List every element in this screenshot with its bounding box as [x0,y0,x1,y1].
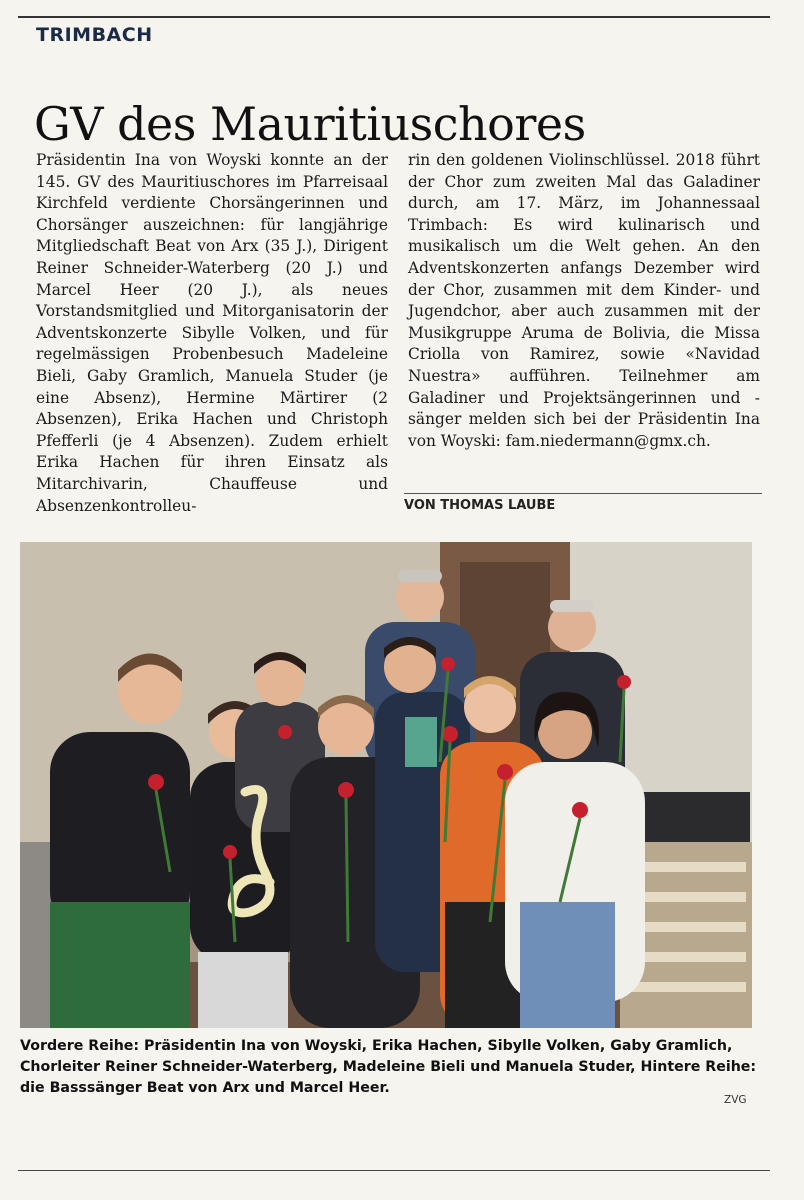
top-rule [18,16,770,18]
byline: VON THOMAS LAUBE [404,498,556,513]
group-photo [20,542,752,1028]
body-text-left: Präsidentin Ina von Woyski konnte an der 145. GV des Mauritiuschores im Pfarreisaal Kirchfeld verdiente Chorsängerinnen und Chorsänger auszeichnen: für langjährige Mitgliedschaft Beat von Arx (35 J.), Dirigent Reiner Schneider-Waterberg (20 J.) und Marcel Heer (20 J.), als neues Vorstandsmitglied und Mitorganisatorin der Adventskonzerte Sibylle Volken, und für regelmässigen Probenbesuch Madeleine Bieli, Gaby Gramlich, Manuela Studer (je eine Absenz), Hermine Märtirer (2 Absenzen), Erika Hachen und Christoph Pfefferli (je 4 Absenzen). Zudem erhielt Erika Hachen für ihren Einsatz als Mitarchivarin, Chauffeuse und Absenzenkontrolleu- [36,151,388,515]
photo-credit: ZVG [724,1094,747,1106]
photo-caption: Vordere Reihe: Präsidentin Ina von Woyski, Erika Hachen, Sibylle Volken, Gaby Gramlich, Chorleiter Reiner Schneider-Waterberg, Madeleine Bieli und Manuela Studer, Hintere Reihe: die Basssänger Beat von Arx und Marcel Heer. [20,1038,757,1096]
body-text-right: rin den goldenen Violinschlüssel. 2018 führt der Chor zum zweiten Mal das Galadiner durch, am 17. März, im Johannessaal Trimbach: Es wird kulinarisch und musikalisch um die Welt gehen. An den Adventskonzerten anfangs Dezember wird der Chor, zusammen mit dem Kinder- und Jugendchor, aber auch zusammen mit der Musikgruppe Aruma de Bolivia, die Missa Criolla von Ramirez, sowie «Navidad Nuestra» aufführen. Teilnehmer am Galadiner und Projektsängerinnen und -sänger melden sich bei der Präsidentin Ina von Woyski: fam.niedermann@gmx.ch. [408,151,760,450]
article-column-right [408,150,760,452]
article-column-left [36,150,388,517]
group-photo-illustration [20,542,752,1028]
byline-divider [404,493,762,494]
bottom-rule [18,1170,770,1171]
section-label: TRIMBACH [36,24,153,46]
article-headline: GV des Mauritiuschores [34,96,586,151]
